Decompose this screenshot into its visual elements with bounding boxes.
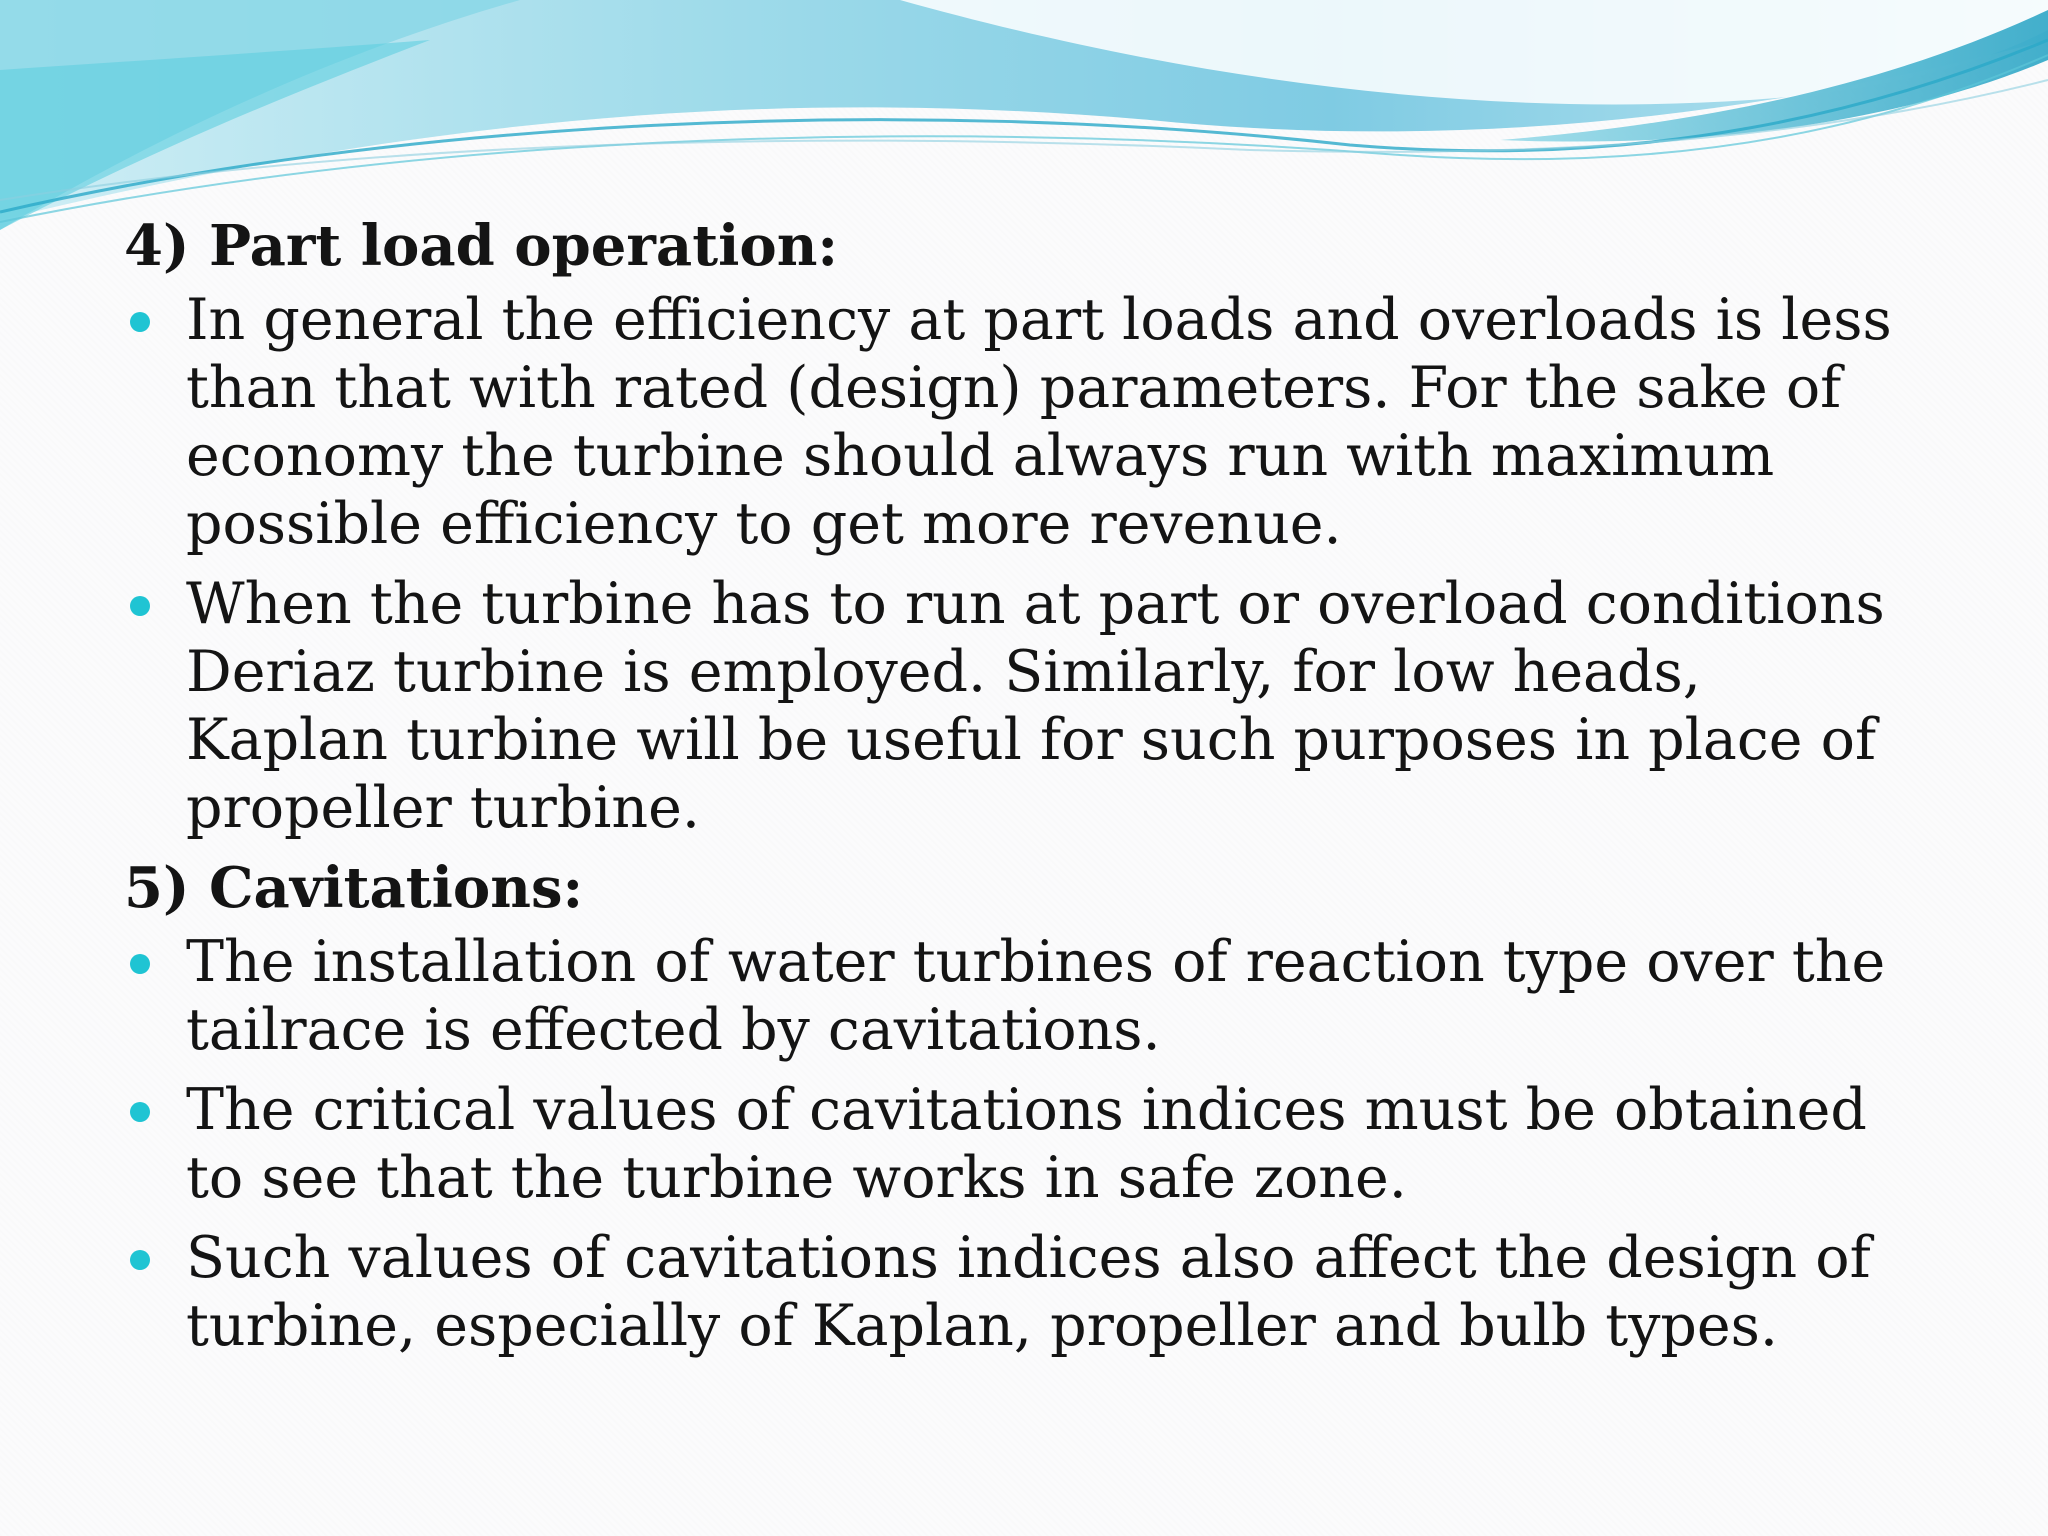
- bullet-line: In general the efficiency at part loads and overloads is less: [186, 287, 1892, 353]
- section-heading-part-load: 4) Part load operation:: [124, 213, 839, 279]
- bullet-list-part-load: [124, 286, 2004, 842]
- bullet-dot-icon: [130, 596, 150, 616]
- bullet-line: When the turbine has to run at part or overload conditions: [186, 571, 1885, 637]
- bullet-line: to see that the turbine works in safe zone.: [186, 1145, 1407, 1211]
- bullet-item: [124, 286, 2004, 558]
- header-wave-decoration: [0, 0, 2048, 240]
- bullet-dot-icon: [130, 312, 150, 332]
- bullet-item: [124, 1224, 2004, 1360]
- bullet-line: than that with rated (design) parameters. For the sake of: [186, 355, 1842, 421]
- bullet-line: Deriaz turbine is employed. Similarly, for low heads,: [186, 639, 1701, 705]
- bullet-list-cavitations: [124, 928, 2004, 1360]
- bullet-dot-icon: [130, 954, 150, 974]
- bullet-line: economy the turbine should always run with maximum: [186, 423, 1775, 489]
- section-heading-cavitations: 5) Cavitations:: [124, 855, 584, 921]
- bullet-dot-icon: [130, 1102, 150, 1122]
- bullet-line: possible efficiency to get more revenue.: [186, 491, 1342, 557]
- bullet-line: propeller turbine.: [186, 775, 700, 841]
- bullet-line: Kaplan turbine will be useful for such purposes in place of: [186, 707, 1877, 773]
- bullet-line: turbine, especially of Kaplan, propeller and bulb types.: [186, 1293, 1778, 1359]
- slide-content: [124, 212, 2004, 1372]
- bullet-item: [124, 1076, 2004, 1212]
- bullet-line: Such values of cavitations indices also affect the design of: [186, 1225, 1871, 1291]
- bullet-line: The critical values of cavitations indices must be obtained: [186, 1077, 1867, 1143]
- bullet-item: [124, 928, 2004, 1064]
- bullet-line: The installation of water turbines of reaction type over the: [186, 929, 1886, 995]
- bullet-item: [124, 570, 2004, 842]
- bullet-line: tailrace is effected by cavitations.: [186, 997, 1161, 1063]
- bullet-dot-icon: [130, 1250, 150, 1270]
